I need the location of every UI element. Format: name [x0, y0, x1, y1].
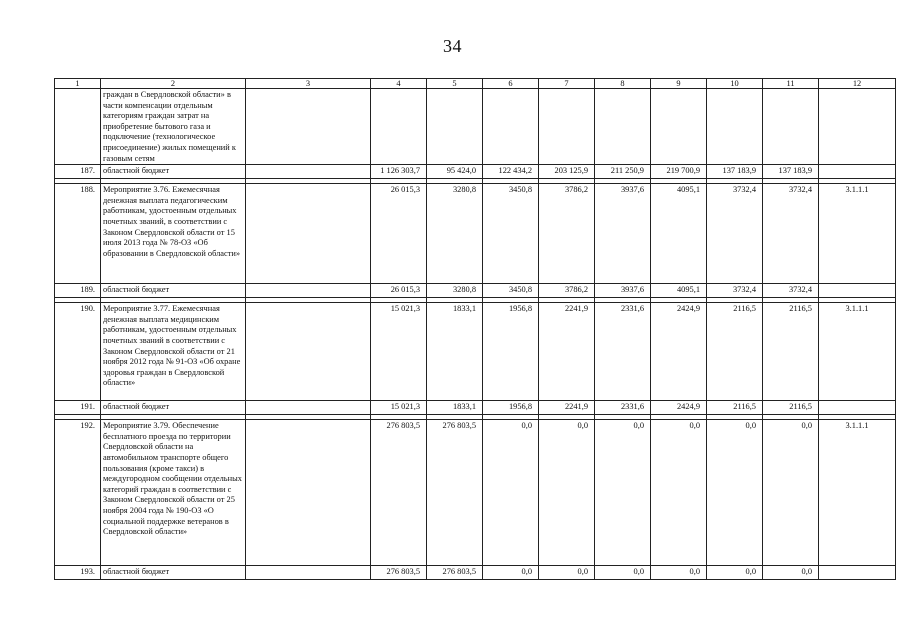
executor-cell	[246, 284, 371, 298]
amount-cell: 0,0	[651, 566, 707, 580]
column-number: 2	[101, 79, 246, 89]
column-number-row	[55, 79, 896, 89]
column-number: 4	[371, 79, 427, 89]
column-number: 9	[651, 79, 707, 89]
amount-cell	[763, 89, 819, 165]
row-number: 190.	[55, 303, 101, 401]
page-number: 34	[443, 36, 462, 56]
row-number	[55, 89, 101, 165]
row-number: 191.	[55, 401, 101, 415]
amount-cell: 2331,6	[595, 401, 651, 415]
amount-cell: 137 183,9	[707, 165, 763, 179]
target-code	[819, 89, 896, 165]
amount-cell: 0,0	[651, 420, 707, 566]
amount-cell: 3732,4	[707, 184, 763, 284]
amount-cell: 3450,8	[483, 284, 539, 298]
amount-cell: 0,0	[595, 420, 651, 566]
row-description: областной бюджет	[101, 165, 246, 179]
amount-cell: 15 021,3	[371, 303, 427, 401]
executor-cell	[246, 89, 371, 165]
amount-cell: 26 015,3	[371, 284, 427, 298]
target-code: 3.1.1.1	[819, 420, 896, 566]
column-number: 1	[55, 79, 101, 89]
amount-cell	[539, 89, 595, 165]
budget-row	[55, 566, 896, 580]
row-description: Мероприятие 3.79. Обеспечение бесплатного проезда по территории Свердловской области на автомобильном транспорте общего пользования (кроме такси) в междугородном сообщении отдельных категорий граждан в соответствии с Законом Свердловской области от 25 ноября 2004 года № 190-ОЗ «О социальной поддержке ветеранов в Свердловской области»	[101, 420, 246, 566]
amount-cell: 276 803,5	[427, 420, 483, 566]
program-table	[54, 78, 896, 580]
continuation-row	[55, 89, 896, 165]
amount-cell: 15 021,3	[371, 401, 427, 415]
executor-cell	[246, 401, 371, 415]
amount-cell: 3450,8	[483, 184, 539, 284]
column-number: 7	[539, 79, 595, 89]
amount-cell	[595, 89, 651, 165]
amount-cell: 2116,5	[763, 303, 819, 401]
amount-cell: 3937,6	[595, 284, 651, 298]
row-description: областной бюджет	[101, 566, 246, 580]
row-description: граждан в Свердловской области» в части компенсации отдельным категориям граждан затрат на приобретение бытового газа и подключение (технологическое присоединение) жилых помещений к газовым сетям	[101, 89, 246, 165]
amount-cell: 1956,8	[483, 303, 539, 401]
column-number: 10	[707, 79, 763, 89]
column-number: 3	[246, 79, 371, 89]
row-number: 193.	[55, 566, 101, 580]
amount-cell: 0,0	[707, 566, 763, 580]
executor-cell	[246, 420, 371, 566]
amount-cell: 3280,8	[427, 284, 483, 298]
target-code	[819, 165, 896, 179]
amount-cell: 2116,5	[763, 401, 819, 415]
amount-cell: 1833,1	[427, 401, 483, 415]
column-number: 11	[763, 79, 819, 89]
amount-cell	[427, 89, 483, 165]
target-code	[819, 284, 896, 298]
amount-cell: 2331,6	[595, 303, 651, 401]
target-code: 3.1.1.1	[819, 184, 896, 284]
row-number: 187.	[55, 165, 101, 179]
amount-cell	[371, 89, 427, 165]
amount-cell: 0,0	[595, 566, 651, 580]
target-code: 3.1.1.1	[819, 303, 896, 401]
amount-cell: 2424,9	[651, 401, 707, 415]
row-description: Мероприятие 3.76. Ежемесячная денежная выплата педагогическим работникам, удостоенным отдельных почетных званий, в соответствии с Законом Свердловской области от 15 июля 2013 года № 78-ОЗ «Об образовании в Свердловской области»	[101, 184, 246, 284]
amount-cell: 2116,5	[707, 401, 763, 415]
amount-cell: 122 434,2	[483, 165, 539, 179]
executor-cell	[246, 303, 371, 401]
target-code	[819, 566, 896, 580]
measure-row	[55, 184, 896, 284]
amount-cell	[483, 89, 539, 165]
amount-cell: 219 700,9	[651, 165, 707, 179]
amount-cell: 2241,9	[539, 401, 595, 415]
amount-cell: 3937,6	[595, 184, 651, 284]
row-description: областной бюджет	[101, 401, 246, 415]
row-number: 192.	[55, 420, 101, 566]
amount-cell: 137 183,9	[763, 165, 819, 179]
amount-cell: 211 250,9	[595, 165, 651, 179]
amount-cell	[651, 89, 707, 165]
amount-cell: 3732,4	[763, 284, 819, 298]
executor-cell	[246, 566, 371, 580]
amount-cell: 0,0	[483, 420, 539, 566]
column-number: 5	[427, 79, 483, 89]
amount-cell: 0,0	[707, 420, 763, 566]
row-description: областной бюджет	[101, 284, 246, 298]
amount-cell: 0,0	[539, 420, 595, 566]
measure-row	[55, 303, 896, 401]
executor-cell	[246, 184, 371, 284]
amount-cell	[707, 89, 763, 165]
budget-row	[55, 165, 896, 179]
executor-cell	[246, 165, 371, 179]
amount-cell: 0,0	[539, 566, 595, 580]
row-number: 188.	[55, 184, 101, 284]
amount-cell: 276 803,5	[371, 420, 427, 566]
amount-cell: 0,0	[763, 420, 819, 566]
amount-cell: 3280,8	[427, 184, 483, 284]
row-description: Мероприятие 3.77. Ежемесячная денежная выплата медицинским работникам, удостоенным отдельных почетных званий в соответствии с Законом Свердловской области от 21 ноября 2012 года № 91-ОЗ «Об охране здоровья граждан в Свердловской области»	[101, 303, 246, 401]
column-number: 12	[819, 79, 896, 89]
amount-cell: 4095,1	[651, 184, 707, 284]
amount-cell: 3786,2	[539, 184, 595, 284]
row-number: 189.	[55, 284, 101, 298]
column-number: 6	[483, 79, 539, 89]
column-number: 8	[595, 79, 651, 89]
amount-cell: 1956,8	[483, 401, 539, 415]
amount-cell: 1833,1	[427, 303, 483, 401]
amount-cell: 1 126 303,7	[371, 165, 427, 179]
amount-cell: 276 803,5	[371, 566, 427, 580]
amount-cell: 0,0	[483, 566, 539, 580]
amount-cell: 2424,9	[651, 303, 707, 401]
target-code	[819, 401, 896, 415]
measure-row	[55, 420, 896, 566]
amount-cell: 276 803,5	[427, 566, 483, 580]
amount-cell: 26 015,3	[371, 184, 427, 284]
amount-cell: 3786,2	[539, 284, 595, 298]
budget-row	[55, 401, 896, 415]
amount-cell: 2241,9	[539, 303, 595, 401]
budget-row	[55, 284, 896, 298]
amount-cell: 3732,4	[763, 184, 819, 284]
amount-cell: 4095,1	[651, 284, 707, 298]
amount-cell: 2116,5	[707, 303, 763, 401]
amount-cell: 3732,4	[707, 284, 763, 298]
amount-cell: 95 424,0	[427, 165, 483, 179]
amount-cell: 0,0	[763, 566, 819, 580]
amount-cell: 203 125,9	[539, 165, 595, 179]
